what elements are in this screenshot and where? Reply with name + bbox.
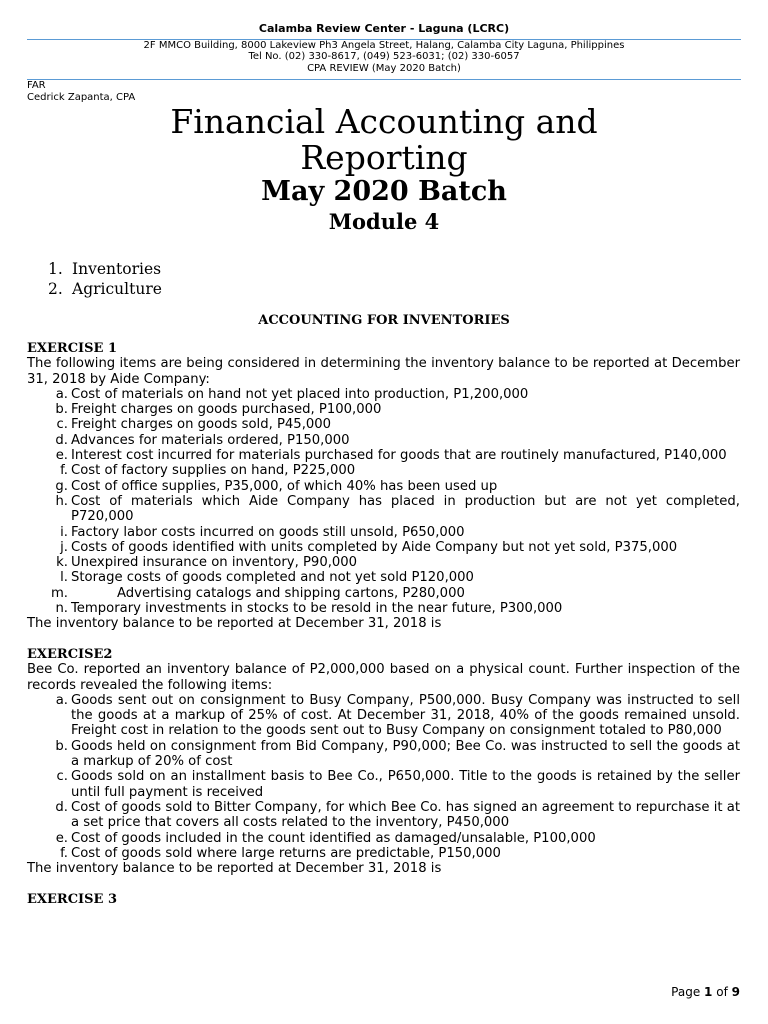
- list-item: [27, 540, 740, 555]
- item-text: Temporary investments in stocks to be resold in the near future, P300,000: [71, 601, 563, 617]
- item-marker: j.: [60, 539, 68, 555]
- exercise-1-closing: The inventory balance to be reported at December 31, 2018 is: [27, 616, 442, 632]
- author-name: Cedrick Zapanta, CPA: [27, 91, 136, 103]
- exercise-1: [27, 341, 740, 907]
- topic-item: [48, 280, 162, 300]
- item-marker: e.: [55, 830, 68, 846]
- header-contact: [0, 40, 768, 74]
- item-text: Costs of goods identified with units completed by Aide Company but not yet sold, P375,000: [71, 539, 678, 555]
- document-meta: [27, 80, 135, 103]
- list-item: [27, 739, 740, 770]
- item-text: Goods sent out on consignment to Busy Company, P500,000. Busy Company was instructed to sell the goods at a markup of 25% of cost. At December 31, 2018, 40% of the goods remained unsold. Freight cost in relation to the goods sent out to Busy Company on consignment totaled to P80,000: [71, 692, 740, 739]
- batch-title: May 2020 Batch: [261, 176, 507, 207]
- item-marker: e.: [55, 448, 68, 464]
- list-item: [27, 494, 740, 525]
- item-marker: c.: [56, 769, 68, 785]
- item-text: Interest cost incurred for materials purchased for goods that are routinely manufactured, P140,000: [71, 448, 727, 464]
- list-item: [27, 387, 740, 402]
- list-item: [27, 448, 740, 463]
- item-text: Freight charges on goods sold, P45,000: [71, 417, 332, 433]
- subject-code: FAR: [27, 80, 46, 91]
- item-text: Cost of office supplies, P35,000, of which 40% has been used up: [71, 478, 498, 494]
- item-marker: d.: [55, 432, 68, 448]
- list-item: [27, 479, 740, 494]
- exercise-2-closing: The inventory balance to be reported at December 31, 2018 is: [27, 861, 442, 877]
- list-item: [27, 570, 740, 585]
- exercise-1-title: EXERCISE 1: [27, 341, 118, 356]
- title-line-1: Financial Accounting and: [170, 102, 598, 141]
- spacer: [27, 632, 740, 647]
- item-marker: b.: [55, 402, 68, 418]
- list-item: [27, 417, 740, 432]
- list-item: [27, 800, 740, 831]
- item-text: Cost of materials on hand not yet placed into production, P1,200,000: [71, 386, 529, 402]
- topic-number: 1.: [48, 260, 63, 278]
- item-text: Factory labor costs incurred on goods still unsold, P650,000: [71, 524, 465, 540]
- header-organization: Calamba Review Center - Laguna (LCRC): [258, 22, 510, 35]
- item-text: Cost of goods included in the count identified as damaged/unsalable, P100,000: [71, 830, 596, 846]
- item-marker: h.: [55, 493, 68, 509]
- list-item: [27, 831, 740, 846]
- item-text: Cost of goods sold to Bitter Company, for which Bee Co. has signed an agreement to repurchase it at a set price that covers all costs related to the inventory, P450,000: [71, 799, 740, 831]
- topic-label: Inventories: [72, 260, 162, 278]
- topic-item: [48, 260, 162, 280]
- of-word: of: [716, 985, 728, 999]
- exercise-2-title: EXERCISE2: [27, 646, 113, 662]
- item-marker: f.: [60, 463, 68, 479]
- item-text: Advances for materials ordered, P150,000: [71, 432, 350, 448]
- item-marker: a.: [55, 386, 68, 402]
- header-telephone: Tel No. (02) 330-8617, (049) 523-6031; (02) 330-6057: [248, 51, 520, 63]
- list-item: [27, 601, 740, 616]
- topic-number: 2.: [48, 279, 63, 298]
- item-marker: k.: [56, 555, 68, 571]
- item-marker: g.: [55, 478, 68, 494]
- header-batch: CPA REVIEW (May 2020 Batch): [307, 62, 461, 74]
- list-item: [27, 586, 740, 601]
- item-text: Cost of goods sold where large returns are predictable, P150,000: [71, 845, 501, 861]
- list-item: [27, 846, 740, 861]
- page-footer: [671, 985, 740, 999]
- exercise-1-intro: The following items are being considered in determining the inventory balance to be reported at December 31, 2018 by Aide Company:: [27, 356, 740, 387]
- spacer: [27, 876, 740, 891]
- item-marker: n.: [55, 601, 68, 617]
- page-number: 1: [704, 985, 713, 999]
- exercise-1-items: [27, 387, 740, 616]
- list-item: [27, 769, 740, 800]
- header-address: 2F MMCO Building, 8000 Lakeview Ph3 Angela Street, Halang, Calamba City Laguna, Philippines: [143, 40, 625, 51]
- list-item: [27, 463, 740, 478]
- item-text: Goods sold on an installment basis to Bee Co., P650,000. Title to the goods is retained by the seller until full payment is received: [71, 769, 740, 800]
- list-item: [27, 693, 740, 739]
- item-text: Storage costs of goods completed and not yet sold P120,000: [71, 570, 474, 586]
- item-marker: i.: [60, 524, 68, 540]
- exercise-2-items: [27, 693, 740, 861]
- item-text: Unexpired insurance on inventory, P90,000: [71, 555, 358, 571]
- item-text: Cost of materials which Aide Company has placed in production but are not yet completed, P720,000: [71, 493, 740, 525]
- item-marker: b.: [55, 738, 68, 754]
- item-marker: l.: [60, 570, 68, 586]
- item-text: Goods held on consignment from Bid Company, P90,000; Bee Co. was instructed to sell the goods at a markup of 20% of cost: [71, 738, 740, 770]
- item-text: Advertising catalogs and shipping cartons, P280,000: [117, 585, 465, 601]
- list-item: [27, 525, 740, 540]
- page-total: 9: [731, 985, 740, 999]
- item-marker: a.: [55, 692, 68, 708]
- title-line-2: Reporting: [300, 138, 468, 177]
- module-title: Module 4: [328, 209, 440, 234]
- list-item: [27, 433, 740, 448]
- page-word: Page: [671, 985, 701, 999]
- item-marker: f.: [60, 845, 68, 861]
- item-marker: d.: [55, 799, 68, 815]
- topics-list: [48, 260, 162, 299]
- item-marker: m.: [50, 585, 68, 601]
- section-heading: ACCOUNTING FOR INVENTORIES: [258, 313, 510, 328]
- exercise-2-intro: Bee Co. reported an inventory balance of P2,000,000 based on a physical count. Further inspection of the records revealed the following items:: [27, 662, 740, 693]
- item-marker: c.: [56, 417, 68, 433]
- list-item: [27, 555, 740, 570]
- document-title: [0, 104, 768, 176]
- item-text: Freight charges on goods purchased, P100,000: [71, 402, 382, 418]
- item-text: Cost of factory supplies on hand, P225,000: [71, 463, 356, 479]
- topic-label: Agriculture: [72, 279, 162, 298]
- exercise-3-title: EXERCISE 3: [27, 891, 118, 907]
- list-item: [27, 402, 740, 417]
